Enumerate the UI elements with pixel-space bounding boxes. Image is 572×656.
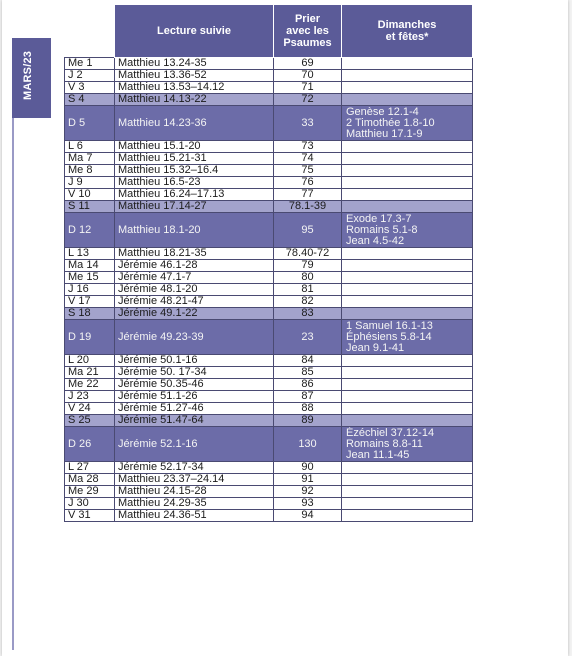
psalm-cell: 78.40-72 — [274, 248, 342, 260]
reading-cell: Matthieu 15.32–16.4 — [115, 165, 274, 177]
day-cell: Ma 14 — [65, 260, 115, 272]
reading-cell: Matthieu 18.21-35 — [115, 248, 274, 260]
psalm-cell: 87 — [274, 391, 342, 403]
sunday-readings-cell — [342, 201, 473, 213]
psalm-cell: 72 — [274, 94, 342, 106]
table-row — [65, 201, 473, 213]
reading-cell: Jérémie 52.17-34 — [115, 462, 274, 474]
psalm-cell: 71 — [274, 82, 342, 94]
sunday-readings-cell — [342, 94, 473, 106]
table-row — [65, 474, 473, 486]
reading-cell: Matthieu 23.37–24.14 — [115, 474, 274, 486]
day-cell: S 4 — [65, 94, 115, 106]
sunday-readings-cell — [342, 248, 473, 260]
psalm-cell: 91 — [274, 474, 342, 486]
calendar-page — [2, 0, 568, 656]
table-row — [65, 141, 473, 153]
psalms-header-line-1: Prier — [294, 13, 321, 25]
psalm-cell: 85 — [274, 367, 342, 379]
table-row — [65, 415, 473, 427]
sunday-readings-cell — [342, 165, 473, 177]
reading-cell: Matthieu 14.13-22 — [115, 94, 274, 106]
sunday-readings-cell — [342, 427, 473, 462]
psalm-cell: 70 — [274, 70, 342, 82]
sundays-header-line-2: et fêtes* — [385, 31, 429, 43]
table-row — [65, 427, 473, 462]
sunday-reading-line: Exode 17.3-7 — [346, 212, 412, 225]
table-row — [65, 367, 473, 379]
table-row — [65, 213, 473, 248]
psalms-header-line-3: Psaumes — [283, 37, 332, 49]
day-cell: J 2 — [65, 70, 115, 82]
psalm-cell: 69 — [274, 58, 342, 70]
table-row — [65, 70, 473, 82]
reading-cell: Matthieu 16.24–17.13 — [115, 189, 274, 201]
psalm-cell: 88 — [274, 403, 342, 415]
day-column-header — [65, 5, 115, 58]
reading-cell: Jérémie 52.1-16 — [115, 427, 274, 462]
sunday-readings-cell — [342, 70, 473, 82]
reading-cell: Jérémie 48.1-20 — [115, 284, 274, 296]
day-cell: J 23 — [65, 391, 115, 403]
table-row — [65, 379, 473, 391]
psalm-cell: 75 — [274, 165, 342, 177]
sunday-readings-cell — [342, 474, 473, 486]
sunday-readings-cell — [342, 355, 473, 367]
psalm-cell: 33 — [274, 106, 342, 141]
sunday-readings-cell — [342, 106, 473, 141]
reading-cell: Jérémie 50.1-16 — [115, 355, 274, 367]
psalm-cell: 74 — [274, 153, 342, 165]
reading-plan-table — [64, 4, 473, 522]
psalm-cell: 81 — [274, 284, 342, 296]
table-row — [65, 510, 473, 522]
sundays-header-line-1: Dimanches — [377, 19, 437, 31]
psalm-cell: 76 — [274, 177, 342, 189]
day-cell: Me 8 — [65, 165, 115, 177]
sunday-readings-cell — [342, 391, 473, 403]
day-cell: S 18 — [65, 308, 115, 320]
psalm-cell: 78.1-39 — [274, 201, 342, 213]
reading-cell: Matthieu 13.24-35 — [115, 58, 274, 70]
psalm-cell: 94 — [274, 510, 342, 522]
sunday-reading-line: Ézéchiel 37.12-14 — [346, 426, 435, 439]
table-row — [65, 177, 473, 189]
table-row — [65, 403, 473, 415]
sunday-readings-cell — [342, 510, 473, 522]
psalms-header-line-2: avec les — [286, 25, 329, 37]
reading-cell: Matthieu 18.1-20 — [115, 213, 274, 248]
reading-cell: Jérémie 51.1-26 — [115, 391, 274, 403]
psalm-cell: 84 — [274, 355, 342, 367]
sunday-readings-cell — [342, 486, 473, 498]
reading-cell: Matthieu 17.14-27 — [115, 201, 274, 213]
sunday-readings-cell — [342, 213, 473, 248]
sunday-readings-cell — [342, 415, 473, 427]
psalm-cell: 83 — [274, 308, 342, 320]
reading-cell: Matthieu 24.15-28 — [115, 486, 274, 498]
table-row — [65, 296, 473, 308]
table-row — [65, 320, 473, 355]
day-cell: J 16 — [65, 284, 115, 296]
day-cell: Me 15 — [65, 272, 115, 284]
table-row — [65, 106, 473, 141]
table-body — [65, 58, 473, 522]
day-cell: D 5 — [65, 106, 115, 141]
psalm-cell: 86 — [274, 379, 342, 391]
sunday-readings-cell — [342, 284, 473, 296]
day-cell: L 27 — [65, 462, 115, 474]
psalm-cell: 92 — [274, 486, 342, 498]
table-row — [65, 260, 473, 272]
sunday-readings-cell — [342, 296, 473, 308]
psalm-cell: 89 — [274, 415, 342, 427]
day-cell: V 31 — [65, 510, 115, 522]
day-cell: D 26 — [65, 427, 115, 462]
day-cell: Me 22 — [65, 379, 115, 391]
sunday-readings-cell — [342, 308, 473, 320]
day-cell: Me 1 — [65, 58, 115, 70]
day-cell: Me 29 — [65, 486, 115, 498]
table-row — [65, 486, 473, 498]
table-row — [65, 248, 473, 260]
psalm-cell: 77 — [274, 189, 342, 201]
psalm-cell: 95 — [274, 213, 342, 248]
psalm-cell: 90 — [274, 462, 342, 474]
sunday-readings-cell — [342, 260, 473, 272]
day-cell: L 13 — [65, 248, 115, 260]
table-row — [65, 272, 473, 284]
sunday-readings-cell — [342, 189, 473, 201]
psalm-cell: 80 — [274, 272, 342, 284]
sunday-reading-line: Matthieu 17.1-9 — [346, 127, 423, 140]
sunday-readings-cell — [342, 498, 473, 510]
side-strip — [12, 118, 14, 650]
day-cell: V 24 — [65, 403, 115, 415]
reading-cell: Matthieu 15.21-31 — [115, 153, 274, 165]
table-row — [65, 58, 473, 70]
psalm-cell: 73 — [274, 141, 342, 153]
table-row — [65, 462, 473, 474]
table-row — [65, 355, 473, 367]
reading-cell: Jérémie 50. 17-34 — [115, 367, 274, 379]
day-cell: Ma 7 — [65, 153, 115, 165]
reading-cell: Matthieu 13.36-52 — [115, 70, 274, 82]
reading-cell: Jérémie 49.1-22 — [115, 308, 274, 320]
sunday-readings-cell — [342, 462, 473, 474]
sunday-reading-line: 1 Samuel 16.1-13 — [346, 319, 433, 332]
sunday-reading-line: Genèse 12.1-4 — [346, 105, 419, 118]
table-row — [65, 308, 473, 320]
reading-cell: Matthieu 13.53–14.12 — [115, 82, 274, 94]
table-header-row — [65, 5, 473, 58]
psalm-cell: 23 — [274, 320, 342, 355]
sunday-readings-cell — [342, 367, 473, 379]
reading-cell: Jérémie 47.1-7 — [115, 272, 274, 284]
sunday-readings-cell — [342, 141, 473, 153]
day-cell: S 25 — [65, 415, 115, 427]
sunday-reading-line: Romains 8.8-11 — [346, 437, 423, 450]
sunday-reading-line: Jean 9.1-41 — [346, 341, 405, 354]
day-cell: V 10 — [65, 189, 115, 201]
sunday-reading-line: Jean 11.1-45 — [346, 448, 410, 461]
sunday-reading-line: Éphésiens 5.8-14 — [346, 330, 432, 343]
sunday-readings-cell — [342, 82, 473, 94]
table-row — [65, 153, 473, 165]
day-cell: V 17 — [65, 296, 115, 308]
reading-cell: Jérémie 51.27-46 — [115, 403, 274, 415]
day-cell: S 11 — [65, 201, 115, 213]
reading-cell: Matthieu 15.1-20 — [115, 141, 274, 153]
month-tab-label: MARS/23 — [22, 50, 34, 100]
sunday-readings-cell — [342, 379, 473, 391]
table-row — [65, 284, 473, 296]
psalm-cell: 82 — [274, 296, 342, 308]
reading-cell: Jérémie 49.23-39 — [115, 320, 274, 355]
sunday-reading-line: Jean 4.5-42 — [346, 234, 405, 247]
reading-cell: Jérémie 51.47-64 — [115, 415, 274, 427]
sunday-readings-cell — [342, 153, 473, 165]
psalm-cell: 93 — [274, 498, 342, 510]
table-row — [65, 391, 473, 403]
table-row — [65, 498, 473, 510]
day-cell: J 30 — [65, 498, 115, 510]
day-cell: Ma 21 — [65, 367, 115, 379]
table-row — [65, 189, 473, 201]
day-cell: Ma 28 — [65, 474, 115, 486]
sunday-reading-line: Romains 5.1-8 — [346, 223, 418, 236]
reading-cell: Jérémie 48.21-47 — [115, 296, 274, 308]
reading-cell: Jérémie 46.1-28 — [115, 260, 274, 272]
table-row — [65, 82, 473, 94]
day-cell: L 20 — [65, 355, 115, 367]
sunday-reading-line: 2 Timothée 1.8-10 — [346, 116, 435, 129]
reading-cell: Matthieu 24.36-51 — [115, 510, 274, 522]
sunday-readings-cell — [342, 272, 473, 284]
day-cell: V 3 — [65, 82, 115, 94]
psalm-cell: 79 — [274, 260, 342, 272]
reading-column-header: Lecture suivie — [115, 5, 274, 58]
sunday-readings-cell — [342, 58, 473, 70]
sunday-readings-cell — [342, 320, 473, 355]
table-row — [65, 165, 473, 177]
reading-cell: Jérémie 50.35-46 — [115, 379, 274, 391]
table-row — [65, 94, 473, 106]
psalm-cell: 130 — [274, 427, 342, 462]
sunday-readings-cell — [342, 177, 473, 189]
reading-cell: Matthieu 14.23-36 — [115, 106, 274, 141]
day-cell: J 9 — [65, 177, 115, 189]
sundays-column-header — [342, 5, 473, 58]
day-cell: L 6 — [65, 141, 115, 153]
psalms-column-header — [274, 5, 342, 58]
reading-cell: Matthieu 16.5-23 — [115, 177, 274, 189]
day-cell: D 19 — [65, 320, 115, 355]
sunday-readings-cell — [342, 403, 473, 415]
reading-cell: Matthieu 24.29-35 — [115, 498, 274, 510]
day-cell: D 12 — [65, 213, 115, 248]
